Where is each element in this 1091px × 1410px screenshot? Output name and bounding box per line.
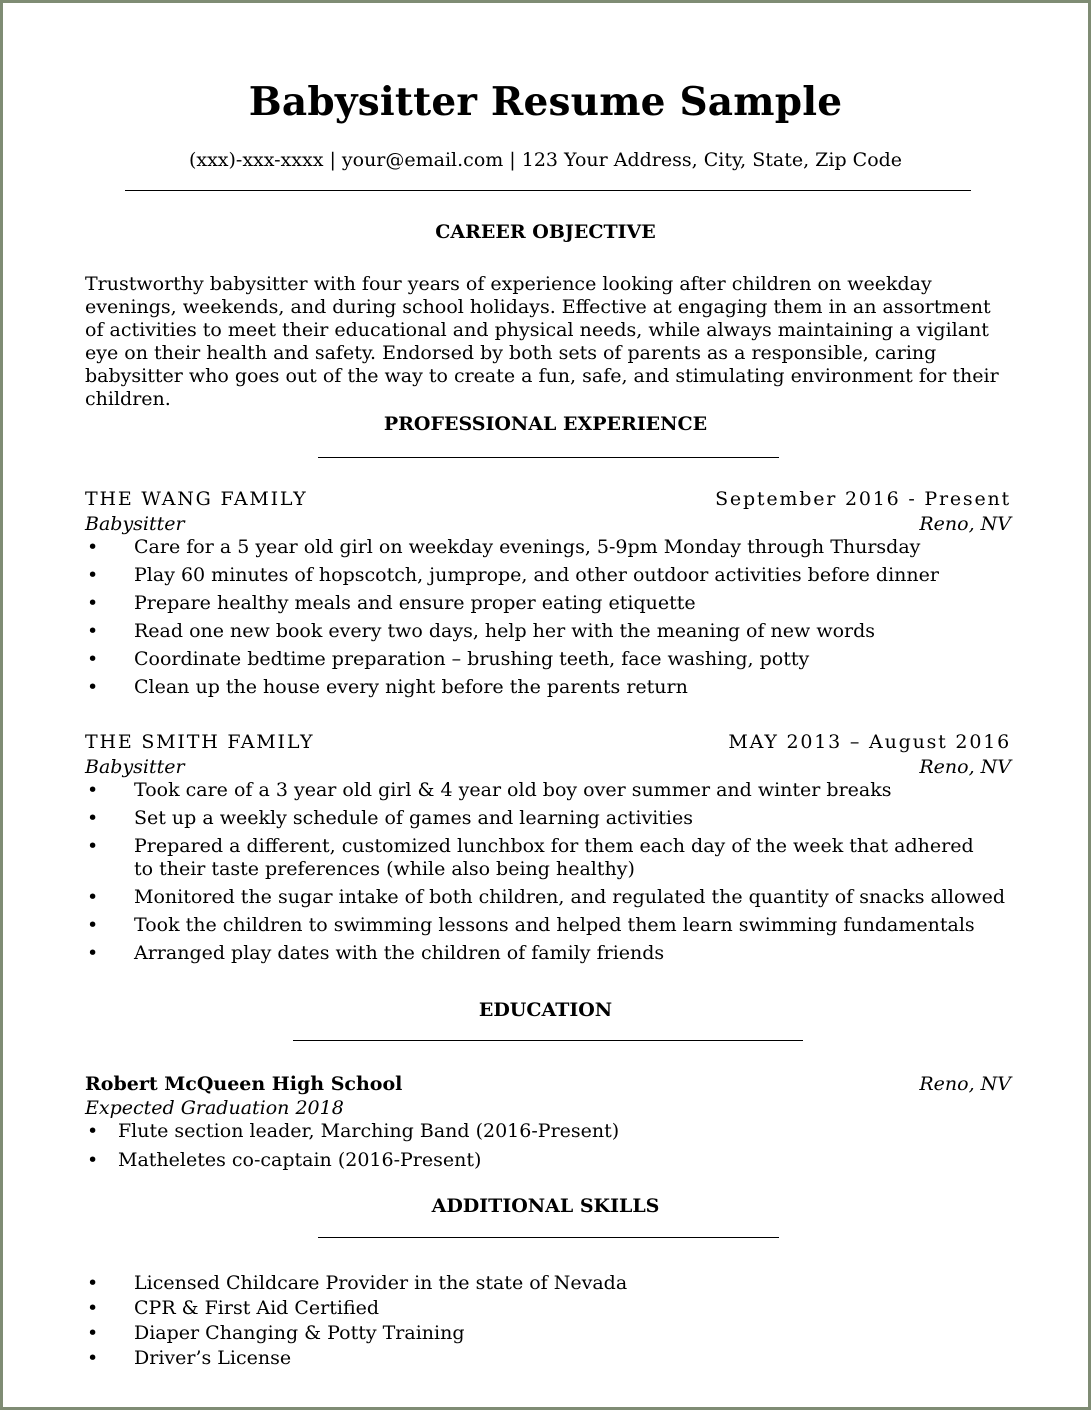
additional-skills-heading: ADDITIONAL SKILLS (431, 1195, 660, 1217)
job-duties-list (85, 779, 1011, 965)
job-entry (85, 731, 1011, 970)
job-role: Babysitter (85, 513, 185, 535)
list-item: • Driver’s License (85, 1346, 1011, 1371)
education-divider (293, 1040, 803, 1041)
job-entry (85, 488, 1011, 704)
list-item: • Set up a weekly schedule of games and learning activities (85, 807, 1011, 830)
resume-title: Babysitter Resume Sample (248, 79, 843, 125)
list-item: • Took care of a 3 year old girl & 4 year old boy over summer and winter breaks (85, 779, 1011, 802)
school-location: Reno, NV (919, 1073, 1011, 1095)
career-objective-heading: CAREER OBJECTIVE (435, 221, 656, 243)
contact-line: (xxx)-xxx-xxxx | your@email.com | 123 Your Address, City, State, Zip Code (188, 149, 903, 171)
skills-divider (318, 1237, 779, 1238)
list-item: • Flute section leader, Marching Band (2016-Present) (85, 1119, 1011, 1143)
list-item: • Prepare healthy meals and ensure proper eating etiquette (85, 592, 1011, 615)
education-list (85, 1119, 1011, 1172)
career-objective-text: Trustworthy babysitter with four years of experience looking after children on weekday evenings, weekends, and during school holidays. Effective at engaging them in an assortment of activities to meet their educational and physical needs, while always maintaining a vigilant eye on their health and safety. Endorsed by both sets of parents as a responsible, caring babysitter who goes out of the way to create a fun, safe, and stimulating environment for their children. (85, 273, 999, 410)
job-subheader-row (85, 513, 1011, 535)
list-item: • Diaper Changing & Potty Training (85, 1321, 1011, 1346)
education-entry (85, 1073, 1011, 1177)
school-name: Robert McQueen High School (85, 1073, 403, 1095)
job-role: Babysitter (85, 756, 185, 778)
experience-divider (318, 457, 779, 458)
list-item: • Play 60 minutes of hopscotch, jumprope, and other outdoor activities before dinner (85, 564, 1011, 587)
list-item: • Matheletes co-captain (2016-Present) (85, 1148, 1011, 1172)
employment-dates: September 2016 - Present (715, 488, 1011, 510)
skills-list (85, 1271, 1011, 1371)
header-divider (125, 190, 971, 191)
list-item: • Clean up the house every night before the parents return (85, 676, 1011, 699)
list-item: • Prepared a different, customized lunchbox for them each day of the week that adhered to their taste preferences (while also being healthy) (85, 835, 1011, 881)
list-item: • Coordinate bedtime preparation – brushing teeth, face washing, potty (85, 648, 1011, 671)
job-duties-list (85, 536, 1011, 699)
education-heading: EDUCATION (478, 999, 613, 1021)
list-item: • Monitored the sugar intake of both children, and regulated the quantity of snacks allowed (85, 886, 1011, 909)
job-location: Reno, NV (919, 756, 1011, 778)
job-header-row (85, 488, 1011, 510)
list-item: • Licensed Childcare Provider in the state of Nevada (85, 1271, 1011, 1296)
education-header-row (85, 1073, 1011, 1095)
employer-name: THE WANG FAMILY (85, 488, 308, 510)
job-location: Reno, NV (919, 513, 1011, 535)
employer-name: THE SMITH FAMILY (85, 731, 315, 753)
graduation-date: Expected Graduation 2018 (85, 1097, 344, 1119)
job-subheader-row (85, 756, 1011, 778)
list-item: • Care for a 5 year old girl on weekday evenings, 5-9pm Monday through Thursday (85, 536, 1011, 559)
job-header-row (85, 731, 1011, 753)
list-item: • CPR & First Aid Certified (85, 1296, 1011, 1321)
list-item: • Took the children to swimming lessons and helped them learn swimming fundamentals (85, 914, 1011, 937)
list-item: • Arranged play dates with the children of family friends (85, 942, 1011, 965)
skills-section (85, 1271, 1011, 1371)
list-item: • Read one new book every two days, help her with the meaning of new words (85, 620, 1011, 643)
employment-dates: MAY 2013 – August 2016 (728, 731, 1011, 753)
professional-experience-heading: PROFESSIONAL EXPERIENCE (383, 413, 708, 435)
